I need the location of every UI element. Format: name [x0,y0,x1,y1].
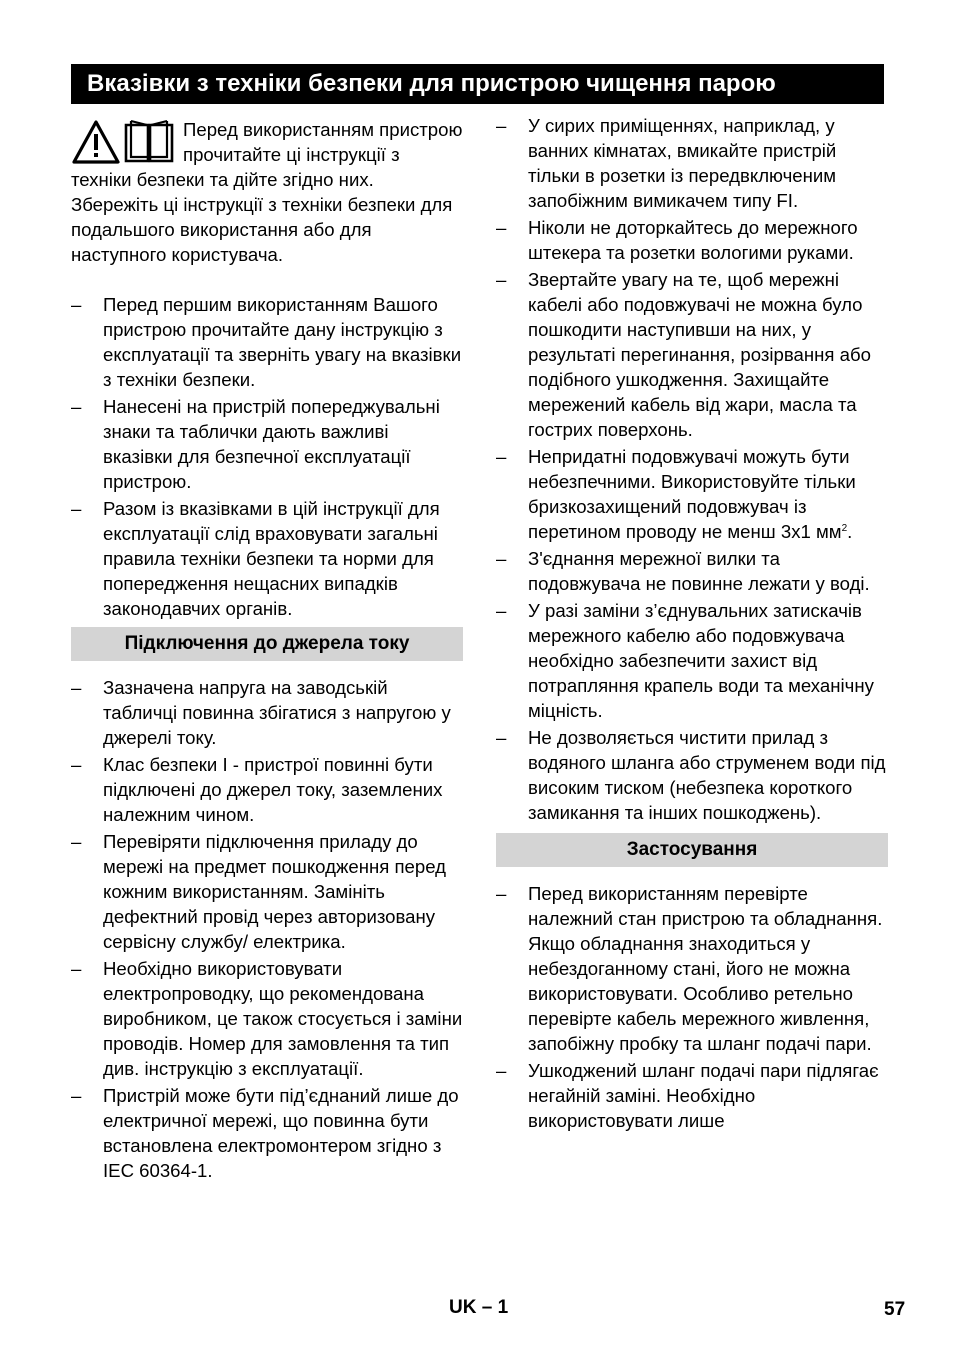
list-item-text: Ушкоджений шланг подачі пари підлягає негайній заміні. Необхідно використовувати лише [528,1060,879,1131]
dash-bullet: – [496,269,507,290]
superscript-two: 2 [841,522,848,534]
list-item [71,829,463,954]
dash-bullet: – [496,115,507,136]
list-item-text: Пристрій може бути під’єднаний лише до електричної мережі, що повинна бути встановлена електромонтером згідно з IEC 60364-1. [103,1085,459,1181]
list-item-text: Нанесені на пристрій попереджувальні знаки та таблички дають важливі вказівки для безпечної експлуатації пристрою. [103,396,440,492]
page-number: 57 [884,1299,906,1320]
list-item [496,113,888,213]
dash-bullet: – [71,958,82,979]
right-column [496,113,888,1135]
safety-list [496,113,888,825]
list-item-text: Ніколи не доторкайтесь до мережного штекера та розетки вологими руками. [528,217,858,263]
list-item [496,546,888,596]
dash-bullet: – [496,217,507,238]
general-list [71,292,463,621]
dash-bullet: – [71,294,82,315]
list-item [71,675,463,750]
list-item [71,496,463,621]
dash-bullet: – [496,446,507,467]
list-item-text: Звертайте увагу на те, щоб мережні кабелі або подовжувачі не можна було пошкодити наступивши на них, у результаті перегинання, розірвання або подібного ушкодження. Захищайте мережений кабель від жари, масла та гострих поверхонь. [528,269,872,440]
list-item-text: У сирих приміщеннях, наприклад, у ванних кімнатах, вмикайте пристрій тільки в розетки із передвключеним запобіжним вимикачем типу FI. [528,115,837,211]
intro-text: Перед використанням пристрою прочитайте ці інструкції з техніки безпеки та дійте згідно них. Збережіть ці інструкції з техніки безпеки для подальшого використання або для наступного користувача. [71,119,463,265]
list-item [496,215,888,265]
list-item [496,598,888,723]
intro-icons [71,119,177,167]
list-item-text: Не дозволяється чистити прилад з водяного шланга або струменем води під високим тиском (небезпека короткого замикання та інших пошкоджень). [528,727,886,823]
left-column [71,117,463,1185]
dash-bullet: – [71,498,82,519]
dash-bullet: – [496,548,507,569]
list-item [496,267,888,442]
list-item [71,394,463,494]
list-item-text: Перед використанням перевірте належний стан пристрою та обладнання. Якщо обладнання знаходиться у небездоганному стані, його не можна використовувати. Особливо ретельно перевірте кабель мережного живлення, запобіжну пробку та шланг подачі пари. [528,883,883,1054]
dash-bullet: – [71,831,82,852]
list-item-text: Перед першим використанням Вашого пристрою прочитайте дану інструкцію з експлуатації та зверніть увагу на вказівки з техніки безпеки. [103,294,462,390]
list-item [496,881,888,1056]
list-item-text: Необхідно використовувати електропроводку, що рекомендована виробником, це також стосується і заміни проводів. Номер для замовлення та тип див. інструкцію з експлуатації. [103,958,463,1079]
footer-language-page: UK – 1 [449,1297,509,1318]
dash-bullet: – [496,727,507,748]
dash-bullet: – [71,396,82,417]
list-item [71,1083,463,1183]
dash-bullet: – [71,677,82,698]
manual-book-icon [123,119,175,165]
list-item-text: Клас безпеки I - пристрої повинні бути підключені до джерел току, заземлених належним чином. [103,754,443,825]
section-heading-use: Застосування [496,833,888,867]
list-item [71,292,463,392]
list-item-text: Зазначена напруга на заводській табличці повинна збігатися з напругою у джерелі току. [103,677,451,748]
dash-bullet: – [71,754,82,775]
warning-triangle-icon [71,119,121,165]
list-item [71,956,463,1081]
dash-bullet: – [496,883,507,904]
power-list [71,675,463,1183]
use-list [496,881,888,1133]
list-item-text: Разом із вказівками в цій інструкції для експлуатації слід враховувати загальні правила техніки безпеки та норми для попередження нещасних випадків законодавчих органів. [103,498,440,619]
dash-bullet: – [496,1060,507,1081]
dash-bullet: – [71,1085,82,1106]
dash-bullet: – [496,600,507,621]
list-item-text: Перевіряти підключення приладу до мережі на предмет пошкодження перед кожним використанням. Замініть дефектний провід через авторизовану сервісну службу/ електрика. [103,831,447,952]
list-item [496,725,888,825]
section-heading-power: Підключення до джерела току [71,627,463,661]
list-item-text [528,444,888,544]
list-item-text: З'єднання мережної вилки та подовжувача не повинне лежати у воді. [528,548,870,594]
page-title: Вказівки з техніки безпеки для пристрою чищення парою [71,64,884,104]
intro-block [71,117,463,292]
sentence-period: . [847,521,853,542]
list-item [496,1058,888,1133]
list-item-text: У разі заміни з’єднувальних затискачів мережного кабелю або подовжувача необхідно забезпечити захист від потрапляння крапель води та механічну міцність. [528,600,874,721]
list-item [496,444,888,544]
list-item [71,752,463,827]
list-item-text-main: Непридатні подовжувачі можуть бути небезпечними. Використовуйте тільки бризкозахищений подовжувач із перетином проводу не менш 3x1 мм [528,446,856,542]
